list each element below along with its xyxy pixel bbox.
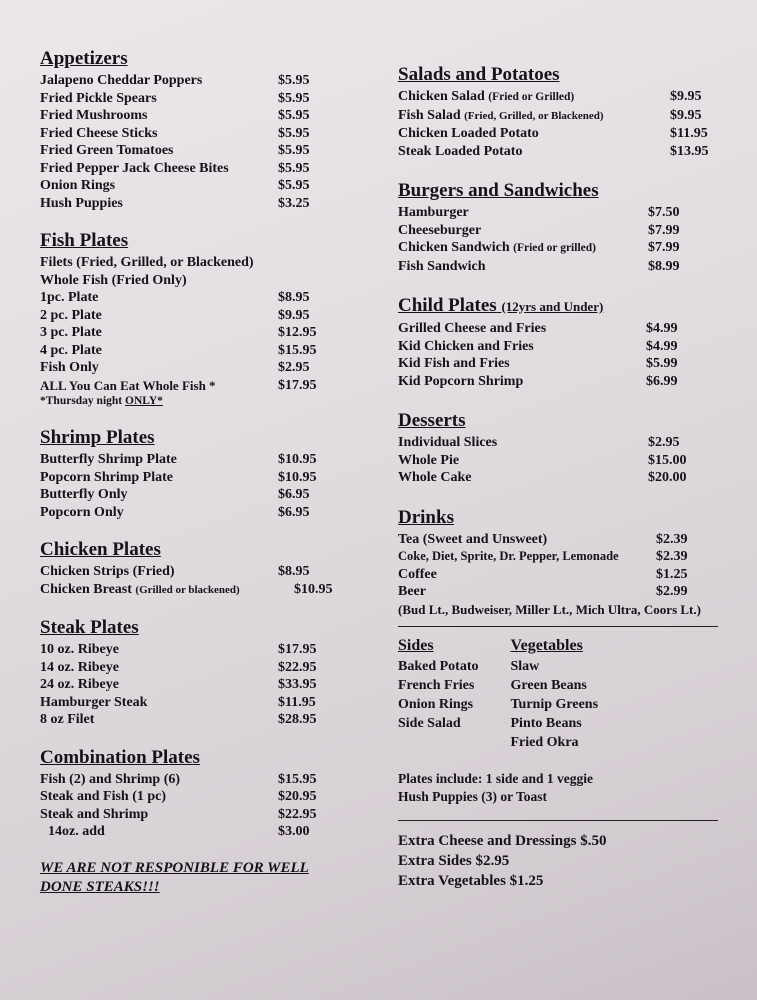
extra-item: Extra Cheese and Dressings $.50: [398, 832, 607, 849]
vegetables-heading: Vegetables: [510, 636, 583, 654]
whole-fish-line: Whole Fish (Fried Only): [40, 272, 187, 288]
chicken-plates-section: [40, 539, 340, 599]
menu-item: Fried Cheese Sticks $5.95: [40, 125, 310, 141]
menu-item: Fish Only $2.95: [40, 360, 310, 375]
sides-heading: Sides: [398, 636, 434, 654]
menu-item: Steak and Fish (1 pc) $20.95: [40, 789, 317, 804]
list-item: Green Beans: [510, 677, 587, 693]
fish-plates-heading: Fish Plates: [40, 230, 129, 251]
menu-item: 14oz. add $3.00: [48, 824, 310, 839]
list-item: Side Salad: [398, 715, 461, 731]
menu-item: Cheeseburger $7.99: [398, 222, 680, 238]
child-plates-heading: Child Plates (12yrs and Under): [398, 295, 604, 316]
menu-item: Kid Popcorn Shrimp $6.99: [398, 373, 678, 389]
list-item: Pinto Beans: [510, 715, 582, 731]
plates-include-note: [398, 770, 728, 806]
menu-item: 2 pc. Plate $9.95: [40, 307, 310, 323]
menu-item: Fish (2) and Shrimp (6) $15.95: [40, 771, 317, 787]
menu-item: Whole Cake $20.00: [398, 470, 687, 485]
menu-item: ALL You Can Eat Whole Fish * $17.95: [40, 377, 317, 393]
menu-item: Jalapeno Cheddar Poppers $5.95: [40, 73, 310, 88]
divider: [398, 626, 718, 627]
list-item: Turnip Greens: [510, 696, 599, 712]
menu-item: 24 oz. Ribeye $33.95: [40, 677, 317, 692]
steak-plates-section: [40, 617, 340, 729]
list-item: Fried Okra: [510, 734, 579, 750]
menu-item: Coffee $1.25: [398, 566, 688, 582]
menu-item: Fried Pepper Jack Cheese Bites $5.95: [40, 160, 310, 176]
burgers-sandwiches-heading: Burgers and Sandwiches: [398, 180, 599, 201]
thursday-note: *Thursday night ONLY*: [40, 395, 163, 407]
menu-item: 8 oz Filet $28.95: [40, 712, 317, 727]
combination-plates-heading: Combination Plates: [40, 746, 200, 768]
desserts-heading: Desserts: [398, 410, 466, 431]
menu-item: Butterfly Shrimp Plate $10.95: [40, 452, 317, 467]
menu-item: 10 oz. Ribeye $17.95: [40, 642, 317, 657]
list-item: Onion Rings: [398, 696, 474, 712]
vegetables-list: [511, 637, 599, 752]
appetizers-heading: Appetizers: [40, 48, 128, 69]
menu-item: Chicken Breast (Grilled or blackened) $10.95: [40, 581, 333, 597]
salads-potatoes-section: [398, 64, 728, 160]
drinks-heading: Drinks: [398, 506, 454, 528]
menu-item: Hush Puppies $3.25: [40, 195, 310, 211]
list-item: French Fries: [398, 677, 475, 693]
burgers-sandwiches-section: [398, 180, 728, 275]
menu-item: Onion Rings $5.95: [40, 178, 310, 193]
menu-item: Popcorn Shrimp Plate $10.95: [40, 469, 317, 485]
menu-item: Beer $2.99: [398, 584, 688, 599]
menu-item: Hamburger $7.50: [398, 205, 680, 220]
shrimp-plates-heading: Shrimp Plates: [40, 427, 155, 448]
plates-include-line: Hush Puppies (3) or Toast: [398, 788, 548, 804]
menu-item: Chicken Sandwich (Fried or grilled) $7.99: [398, 240, 680, 255]
drinks-section: [398, 507, 728, 618]
left-column: [40, 48, 340, 897]
menu-item: Chicken Strips (Fried) $8.95: [40, 564, 310, 579]
menu-item: Tea (Sweet and Unsweet) $2.39: [398, 531, 688, 547]
menu-item: Steak and Shrimp $22.95: [40, 806, 317, 822]
fish-plates-section: [40, 230, 340, 409]
steak-plates-heading: Steak Plates: [40, 617, 139, 638]
menu-item: Kid Chicken and Fries $4.99: [398, 338, 678, 354]
extra-item: Extra Sides $2.95: [398, 852, 510, 869]
fish-filets-line: Filets (Fried, Grilled, or Blackened): [40, 255, 254, 270]
menu-item: 3 pc. Plate $12.95: [40, 325, 317, 340]
menu-item: Chicken Loaded Potato $11.95: [398, 126, 708, 141]
salads-potatoes-heading: Salads and Potatoes: [398, 64, 560, 85]
chicken-plates-heading: Chicken Plates: [40, 539, 161, 560]
list-item: Slaw: [510, 658, 540, 674]
child-plates-section: [398, 295, 728, 390]
menu-item: Steak Loaded Potato $13.95: [398, 143, 709, 159]
shrimp-plates-section: [40, 427, 340, 521]
extras-section: [398, 831, 728, 891]
right-column: [398, 64, 728, 891]
well-done-disclaimer: WE ARE NOT RESPONIBLE FOR WELL DONE STEAKS!!!: [40, 859, 309, 895]
sides-vegetables: [398, 637, 728, 752]
menu-item: Coke, Diet, Sprite, Dr. Pepper, Lemonade $2.39: [398, 549, 688, 564]
divider: [398, 820, 718, 821]
extra-item: Extra Vegetables $1.25: [398, 872, 544, 889]
appetizers-section: [40, 48, 340, 212]
menu-item: Fried Pickle Spears $5.95: [40, 90, 310, 106]
menu-item: Butterfly Only $6.95: [40, 487, 310, 502]
menu-item: Chicken Salad (Fried or Grilled) $9.95: [398, 89, 702, 104]
menu-item: Fried Green Tomatoes $5.95: [40, 143, 310, 158]
menu-item: Hamburger Steak $11.95: [40, 694, 316, 710]
menu-item: Fish Sandwich $8.99: [398, 258, 680, 274]
plates-include-line: Plates include: 1 side and 1 veggie: [398, 770, 593, 786]
desserts-section: [398, 410, 728, 487]
menu-item: Fried Mushrooms $5.95: [40, 108, 310, 123]
list-item: Baked Potato: [398, 658, 479, 674]
menu-item: Whole Pie $15.00: [398, 452, 687, 468]
beer-brands-note: (Bud Lt., Budweiser, Miller Lt., Mich Ultra, Coors Lt.): [398, 601, 701, 617]
menu-item: Individual Slices $2.95: [398, 435, 680, 450]
menu-item: 14 oz. Ribeye $22.95: [40, 659, 317, 675]
menu-item: Grilled Cheese and Fries $4.99: [398, 321, 678, 336]
menu-item: 1pc. Plate $8.95: [40, 290, 310, 305]
menu-item: Fish Salad (Fried, Grilled, or Blackened) $9.95: [398, 107, 702, 123]
menu-item: Popcorn Only $6.95: [40, 504, 310, 520]
combination-plates-section: [40, 747, 340, 841]
sides-list: [398, 637, 479, 752]
menu-item: Kid Fish and Fries $5.99: [398, 356, 678, 371]
menu-item: 4 pc. Plate $15.95: [40, 342, 317, 358]
